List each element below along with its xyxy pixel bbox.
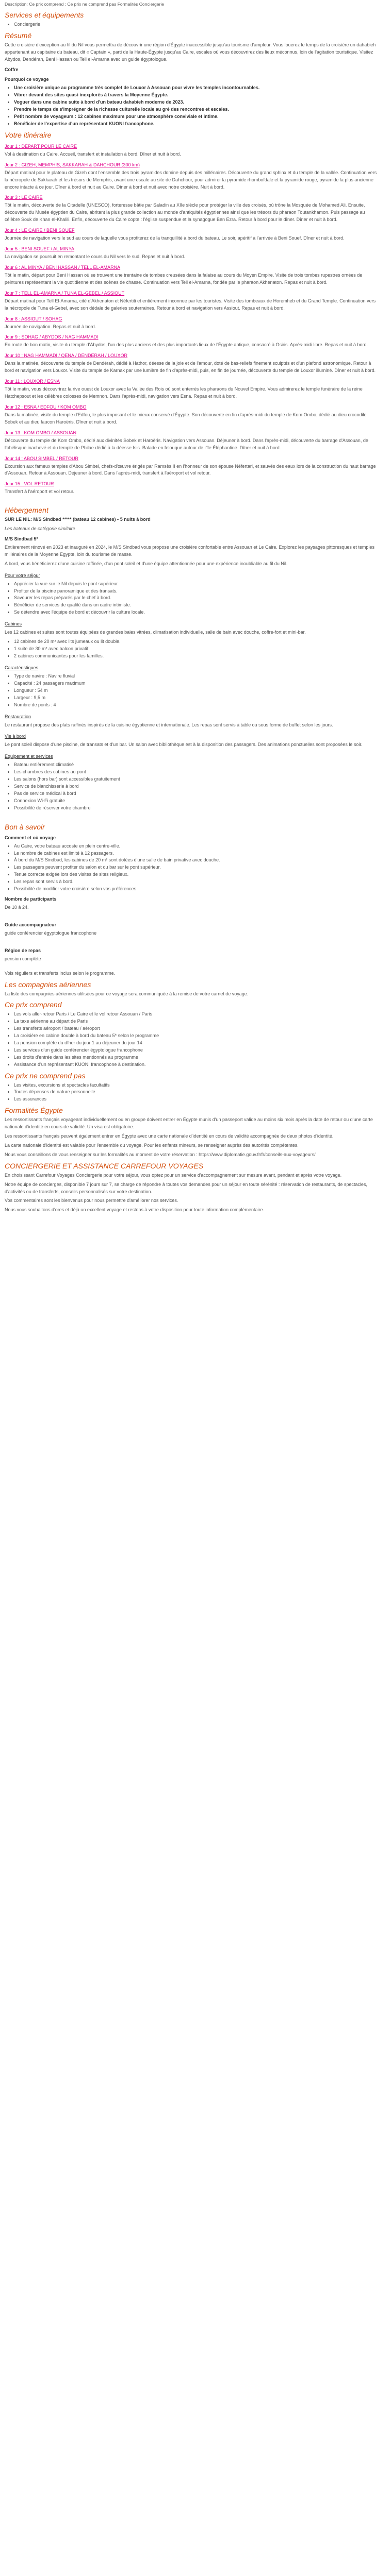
formalities-text-2: Les ressortissants français peuvent également entrer en Égypte avec une carte nationale d'identité en cours de validité accompagnée de deux photos d'identité.: [5, 1133, 334, 1139]
day-heading: Jour 10 : NAG HAMMADI / QENA / DENDERAH / LOUXOR: [5, 353, 128, 359]
itinerary-list: [5, 143, 377, 496]
day-heading: Jour 4 : LE CAIRE / BENI SOUEF: [5, 228, 75, 233]
day-text: Transfert à l'aéroport et vol retour.: [5, 489, 74, 495]
list-item: • Service de blanchisserie à bord: [14, 783, 377, 790]
onboard-list: [5, 843, 377, 893]
list-item: • Conciergerie: [14, 21, 377, 28]
coffre-subtitle: Pourquoi ce voyage: [5, 77, 49, 82]
participants-title: Nombre de participants: [5, 896, 57, 902]
coffre-title: Coffre: [5, 66, 19, 72]
included-title: Ce prix comprend: [5, 1001, 62, 1009]
day-text: Dans la matinée, découverte du temple de Dendérah, dédié à Hathor, déesse de la joie et de l'amour, doté de bas-reliefs finement sculptés et d'un plafond astronomique. Retour à bord et navigation vers Louxor. Visite du temple de Karnak par une lumière de fin d'après-midi, puis, en fin de journée, découverte du temple de Louxor illuminé. Dîner et nuit à bord.: [5, 361, 376, 374]
formalities-text-3: La carte nationale d'identité est valable pour l'ensemble du voyage. Pour les enfants mineurs, se renseigner auprès des autorités compétentes.: [5, 1142, 299, 1148]
list-item: • Petit nombre de voyageurs : 12 cabines maximum pour une atmosphère conviviale et intime.: [14, 113, 377, 121]
equipment-list: [5, 761, 377, 812]
cabins-list: [5, 638, 377, 660]
list-item: • À bord du M/S Sindbad, les cabines de 20 m² sont dotées d'une salle de bain privative avec douche.: [14, 857, 377, 864]
list-item: • Longueur : 54 m: [14, 687, 377, 694]
highlights-list: [5, 84, 377, 128]
list-item: • Profiter de la piscine panoramique et des transats.: [14, 588, 377, 595]
day-text: Vol à destination du Caire. Accueil, transfert et installation à bord. Dîner et nuit à bord.: [5, 151, 181, 157]
list-item: • Savourer les repas préparés par le chef à bord.: [14, 595, 377, 602]
day-text: Tôt le matin, vous découvrirez la rive ouest de Louxor avec la Vallée des Rois où sont enterrés les pharaons du Nouvel Empire. Vous admirerez le temple funéraire de la reine Hatchepsout et les célèbres colosses de Memnon. Dans l'après-midi, navigation vers Esna. Repas et nuit à bord.: [5, 386, 363, 399]
companies-title: Les compagnies aériennes: [5, 980, 91, 989]
boat-text: Entièrement rénové en 2023 et inauguré en 2024, le M/S Sindbad vous propose une croisière confortable entre Assouan et Le Caire. Explorez les paysages pittoresques et temples millénaires de la Moyenne Égypte, loin du tourisme de masse.: [5, 544, 374, 557]
day-heading: Jour 5 : BENI SOUEF / AL MINYA: [5, 246, 75, 252]
list-item: • Voguer dans une cabine suite à bord d'un bateau dahabieh moderne de 2023.: [14, 99, 377, 106]
resume-title: Résumé: [5, 31, 32, 40]
list-item: • Bateau entièrement climatisé: [14, 761, 377, 769]
list-item: • Tenue correcte exigée lors des visites de sites religieux.: [14, 871, 377, 878]
list-item: • Possibilité de réserver votre chambre: [14, 805, 377, 812]
list-item: • Nombre de ponts : 4: [14, 702, 377, 709]
onboard-subtitle: Comment et où voyage: [5, 835, 56, 840]
restaurant-title: Restauration: [5, 714, 31, 719]
list-item: • Type de navire : Navire fluvial: [14, 673, 377, 680]
list-item: • Capacité : 24 passagers maximum: [14, 680, 377, 687]
formalities-text-4: Nous vous conseillons de vous renseigner sur les formalités au moment de votre réservation : https://www.diplomatie.gouv.fr/fr/conseils-aux-voyageurs/: [5, 1151, 316, 1157]
restaurant-text: Le restaurant propose des plats raffinés inspirés de la cuisine égyptienne et internationale. Les repas sont servis à table ou sous forme de buffet selon les jours.: [5, 722, 333, 727]
day-heading: Jour 8 : ASSIOUT / SOHAG: [5, 316, 62, 321]
concierge-text-1: En choisissant Carrefour Voyages Conciergerie pour votre séjour, vous optez pour un service d'accompagnement sur mesure avant, pendant et après votre voyage.: [5, 1172, 342, 1178]
list-item: • Bénéficier de l'expertise d'un représentant KUONI francophone.: [14, 121, 377, 128]
list-item: • 1 suite de 30 m² avec balcon privatif.: [14, 646, 377, 653]
list-item: • Largeur : 9,5 m: [14, 694, 377, 702]
useful-title: Pour votre séjour: [5, 572, 40, 578]
day-text: Tôt le matin, découverte de la Citadelle (UNESCO), forteresse bâtie par Saladin au XIIe siècle pour protéger la ville des croisés, où trône la Mosquée de Mohamed Ali. Ensuite, découverte du Musée égyptien du Caire, abritant la plus grande collection au monde d'antiquités égyptiennes ainsi que les trésors du pharaon Toutankhamon. Puis passage au célèbre Souk de Khan el-Khalili. Enfin, découverte du Caire copte : l'église suspendue et la synagogue Ben Ezra. Retour à bord pour le dîner. Dîner et nuit à bord.: [5, 202, 365, 223]
list-item: • Pas de service médical à bord: [14, 790, 377, 798]
guide-text: guide conférencier égyptologue francophone: [5, 930, 97, 936]
day-text: La navigation se poursuit en remontant le cours du Nil vers le sud. Repas et nuit à bord.: [5, 254, 185, 259]
resume-text: Cette croisière d'exception au fil du Nil vous permettra de découvrir une région d'Égypte inaccessible jusqu'au tourisme d'ampleur. Vous louerez le temps de la croisière un dahabieh appartenant au capitaine du bateau, dit « Captain », parti de la Haute-Égypte jusqu'au Caire, escales où vous découvrirez des lieux méconnus, loin de l'agitation touristique. Visitez Abydos, Dendérah, Beni Hassan ou Tell el-Amarna avec un guide égyptologue.: [5, 42, 376, 62]
equipment-title: Équipement et services: [5, 754, 53, 759]
day-text: Tôt le matin, départ pour Beni Hassan où se trouvent une trentaine de tombes creusées dans la falaise au cours du Moyen Empire. Visite de trois tombes rupestres ornées de peintures représentant la vie quotidienne et des scènes de chasse. Continuation vers Tell el-Amarna, fondée par le pharaon Akhenaton. Repas et nuit à bord.: [5, 272, 363, 285]
list-item: • La pension complète du dîner du jour 1 au déjeuner du jour 14: [14, 1040, 377, 1047]
day-text: Départ matinal pour Tell El-Amarna, cité d'Akhenaton et Néfertiti et entièrement inconnue par les touristes. Visite des tombeaux de Horemheb et du Grand Temple. Continuation vers la nécropole de Tuna el-Gebel, avec son dédale de galeries souterraines. Retour à bord et navigation vers Assiout. Repas et nuit à bord.: [5, 298, 376, 311]
vie-text: Le pont soleil dispose d'une piscine, de transats et d'un bar. Un salon avec bibliothèque est à la disposition des passagers. Des animations ponctuelles sont proposées le soir.: [5, 742, 363, 748]
lodging-title: Hébergement: [5, 506, 48, 515]
meals-text: pension complète: [5, 956, 41, 961]
page-description: Description: Ce prix comprend : Ce prix ne comprend pas Formalités Conciergerie: [5, 2, 164, 7]
day-text: En route de bon matin, visite du temple d'Abydos, l'un des plus anciens et des plus importants lieux de l'Égypte antique, consacré à Osiris. Après-midi libre. Repas et nuit à bord.: [5, 342, 368, 348]
day-heading: Jour 14 : ABOU SIMBEL / RETOUR: [5, 455, 79, 461]
participants-text: De 10 à 24.: [5, 905, 29, 910]
list-item: • 2 cabines communicantes pour les familles.: [14, 653, 377, 660]
lodging-line: SUR LE NIL: M/S Sindbad ***** (bateau 12 cabines) • 5 nuits à bord: [5, 517, 151, 522]
concierge-title: CONCIERGERIE ET ASSISTANCE CARREFOUR VOYAGES: [5, 1161, 204, 1170]
list-item: • Les transferts aéroport / bateau / aéroport: [14, 1025, 377, 1032]
list-item: • Apprécier la vue sur le Nil depuis le pont supérieur.: [14, 581, 377, 588]
list-item: • Les repas sont servis à bord.: [14, 878, 377, 886]
lodging-sub: Les bateaux de catégorie similaire: [5, 526, 75, 531]
day-heading: Jour 6 : AL MINYA / BENI HASSAN / TELL EL-AMARNA: [5, 264, 121, 270]
day-text: Dans la matinée, visite du temple d'Edfou, le plus imposant et le mieux conservé d'Égypte. Son découverte en fin d'après-midi du temple de Kom Ombo, dédié au dieu crocodile Sobek et au dieu faucon Haroëris. Dîner et nuit à bord.: [5, 412, 367, 425]
included-list: [5, 1011, 377, 1069]
list-item: • La taxe aérienne au départ de Paris: [14, 1018, 377, 1025]
list-item: • Les chambres des cabines au pont: [14, 769, 377, 776]
list-item: • Les droits d'entrée dans les sites mentionnés au programme: [14, 1054, 377, 1061]
services-list: [5, 21, 377, 28]
list-item: • Les visites, excursions et spectacles facultatifs: [14, 1082, 377, 1089]
itinerary-title: Votre itinéraire: [5, 131, 52, 140]
included-intro: Vols réguliers et transferts inclus selon le programme.: [5, 970, 116, 976]
list-item: • Vibrer devant des sites quasi-inexplorés à travers la Moyenne Égypte.: [14, 92, 377, 99]
list-item: • Prendre le temps de s'imprégner de la richesse culturelle locale au gré des rencontres et escales.: [14, 106, 377, 113]
day-heading: Jour 1 : DÉPART POUR LE CAIRE: [5, 143, 77, 149]
cabins-text: Les 12 cabines et suites sont toutes équipées de grandes baies vitrées, climatisation individuelle, salle de bain avec douche, coffre-fort et mini-bar.: [5, 630, 306, 635]
day-heading: Jour 2 : GIZEH, MEMPHIS, SAKKARAH & DAHCHOUR (300 km): [5, 162, 140, 167]
services-title: Services et équipements: [5, 11, 84, 20]
list-item: • Au Caire, votre bateau accoste en plein centre-ville.: [14, 843, 377, 850]
list-item: • Les vols aller-retour Paris / Le Caire et le vol retour Assouan / Paris: [14, 1011, 377, 1018]
list-item: • Une croisière unique au programme très complet de Louxor à Assouan pour vivre les temples incontournables.: [14, 84, 377, 92]
formalities-text-1: Les ressortissants français voyageant individuellement ou en groupe doivent entrer en Égypte munis d'un passeport valide au moins six mois après la date de retour ou d'une carte nationale d'identité en cours de validité. Un visa est obligatoire.: [5, 1117, 373, 1130]
concierge-text-3: Vos commentaires sont les bienvenus pour nous permettre d'améliorer nos services.: [5, 1198, 178, 1204]
list-item: • Le nombre de cabines est limité à 12 passagers.: [14, 850, 377, 857]
day-text: Découverte du temple de Kom Ombo, dédié aux divinités Sobek et Haroëris. Navigation vers Assouan. Déjeuner à bord. Dans l'après-midi, découverte du barrage d'Assouan, de l'obélisque inachevé et du temple de Philae dédié à la déesse Isis. Balade en felouque autour de l'île Éléphantine. Dîner et nuit à bord.: [5, 437, 368, 450]
meals-title: Région de repas: [5, 947, 41, 953]
day-heading: Jour 3 : LE CAIRE: [5, 195, 43, 200]
day-text: Journée de navigation. Repas et nuit à bord.: [5, 324, 96, 329]
excluded-list: [5, 1082, 377, 1104]
concierge-text-4: Nous vous souhaitons d'ores et déjà un excellent voyage et restons à votre disposition pour toute information complémentaire.: [5, 1207, 265, 1213]
day-heading: Jour 9 : SOHAG / ABYDOS / NAG HAMMADI: [5, 334, 99, 340]
formalities-title: Formalités Égypte: [5, 1106, 63, 1115]
day-heading: Jour 13 : KOM OMBO / ASSOUAN: [5, 430, 77, 435]
day-heading: Jour 15 : VOL RETOUR: [5, 481, 54, 487]
list-item: • Connexion Wi-Fi gratuite: [14, 798, 377, 805]
boat-title: M/S Sindbad 5*: [5, 536, 39, 541]
day-text: Départ matinal pour le plateau de Gizeh dont l'ensemble des trois pyramides domine depuis des millénaires. Découverte du grand sphinx et du temple de la vallée. Continuation vers la nécropole de Sakkarah et les trésors de Memphis, avant une escale au site de Dahchour, pour admirer la pyramide rhomboïdale et la pyramide rouge, pyramide la plus ancienne encore intacte à ce jour. Dîner à bord et nuit au Caire. Dîner à bord et nuit avec notre croisière. Nuit à bord.: [5, 170, 377, 190]
boat-text-2: A bord, vous bénéficierez d'une cuisine raffinée, d'un pont soleil et d'une équipe attentionnée pour une expérience inoubliable au fil du Nil.: [5, 561, 288, 566]
list-item: • Bénéficier de services de qualité dans un cadre intimiste.: [14, 602, 377, 609]
day-heading: Jour 7 : TELL EL-AMARNA / TUNA EL-GEBEL / ASSIOUT: [5, 290, 125, 296]
list-item: • Les services d'un guide conférencier égyptologue francophone: [14, 1047, 377, 1054]
guide-title: Guide accompagnateur: [5, 922, 57, 928]
vie-title: Vie à bord: [5, 734, 26, 739]
day-heading: Jour 11 : LOUXOR / ESNA: [5, 379, 60, 384]
page: [0, 0, 382, 1226]
day-heading: Jour 12 : ESNA / EDFOU / KOM OMBO: [5, 404, 87, 410]
list-item: • La croisière en cabine double à bord du bateau 5* selon le programme: [14, 1032, 377, 1040]
useful-list: [5, 581, 377, 617]
concierge-text-2: Notre équipe de concierges, disponible 7 jours sur 7, se charge de répondre à toutes vos demandes pour un séjour en toute sérénité : réservation de restaurants, de spectacles, d'activités ou de transferts, conseils personnalisés sur votre destination.: [5, 1181, 367, 1194]
list-item: • Les salons (hors bar) sont accessibles gratuitement: [14, 776, 377, 783]
day-text: Excursion aux fameux temples d'Abou Simbel, chefs-d'œuvre érigés par Ramsès II en l'honneur de son épouse Néfertari, et sauvés des eaux lors de la construction du haut barrage d'Assouan. Retour à Assouan. Déjeuner à bord. Dans l'après-midi, transfert à l'aéroport et vol retour.: [5, 463, 376, 476]
cabins-title: Cabines: [5, 621, 22, 627]
list-item: • Se détendre avec l'équipe de bord et découvrir la culture locale.: [14, 609, 377, 616]
list-item: • Toutes dépenses de nature personnelle: [14, 1089, 377, 1096]
companies-text: La liste des compagnies aériennes utilisées pour ce voyage sera communiquée à la remise de votre carnet de voyage.: [5, 991, 249, 996]
excluded-title: Ce prix ne comprend pas: [5, 1071, 86, 1080]
list-item: • Assistance d'un représentant KUONI francophone à destination.: [14, 1061, 377, 1069]
features-title: Caractéristiques: [5, 665, 39, 670]
features-list: [5, 673, 377, 709]
day-text: Journée de navigation vers le sud au cours de laquelle vous profiterez de la tranquillité à bord du bateau. Le soir, apéritif à l'arrivée à Beni Souef. Dîner et nuit à bord.: [5, 235, 345, 241]
list-item: • 12 cabines de 20 m² avec lits jumeaux ou lit double.: [14, 638, 377, 646]
list-item: • Possibilité de modifier votre croisière selon vos préférences.: [14, 886, 377, 893]
onboard-title: Bon à savoir: [5, 822, 45, 831]
list-item: • Les assurances: [14, 1096, 377, 1103]
list-item: • Les passagers peuvent profiter du salon et du bar sur le pont supérieur.: [14, 864, 377, 871]
